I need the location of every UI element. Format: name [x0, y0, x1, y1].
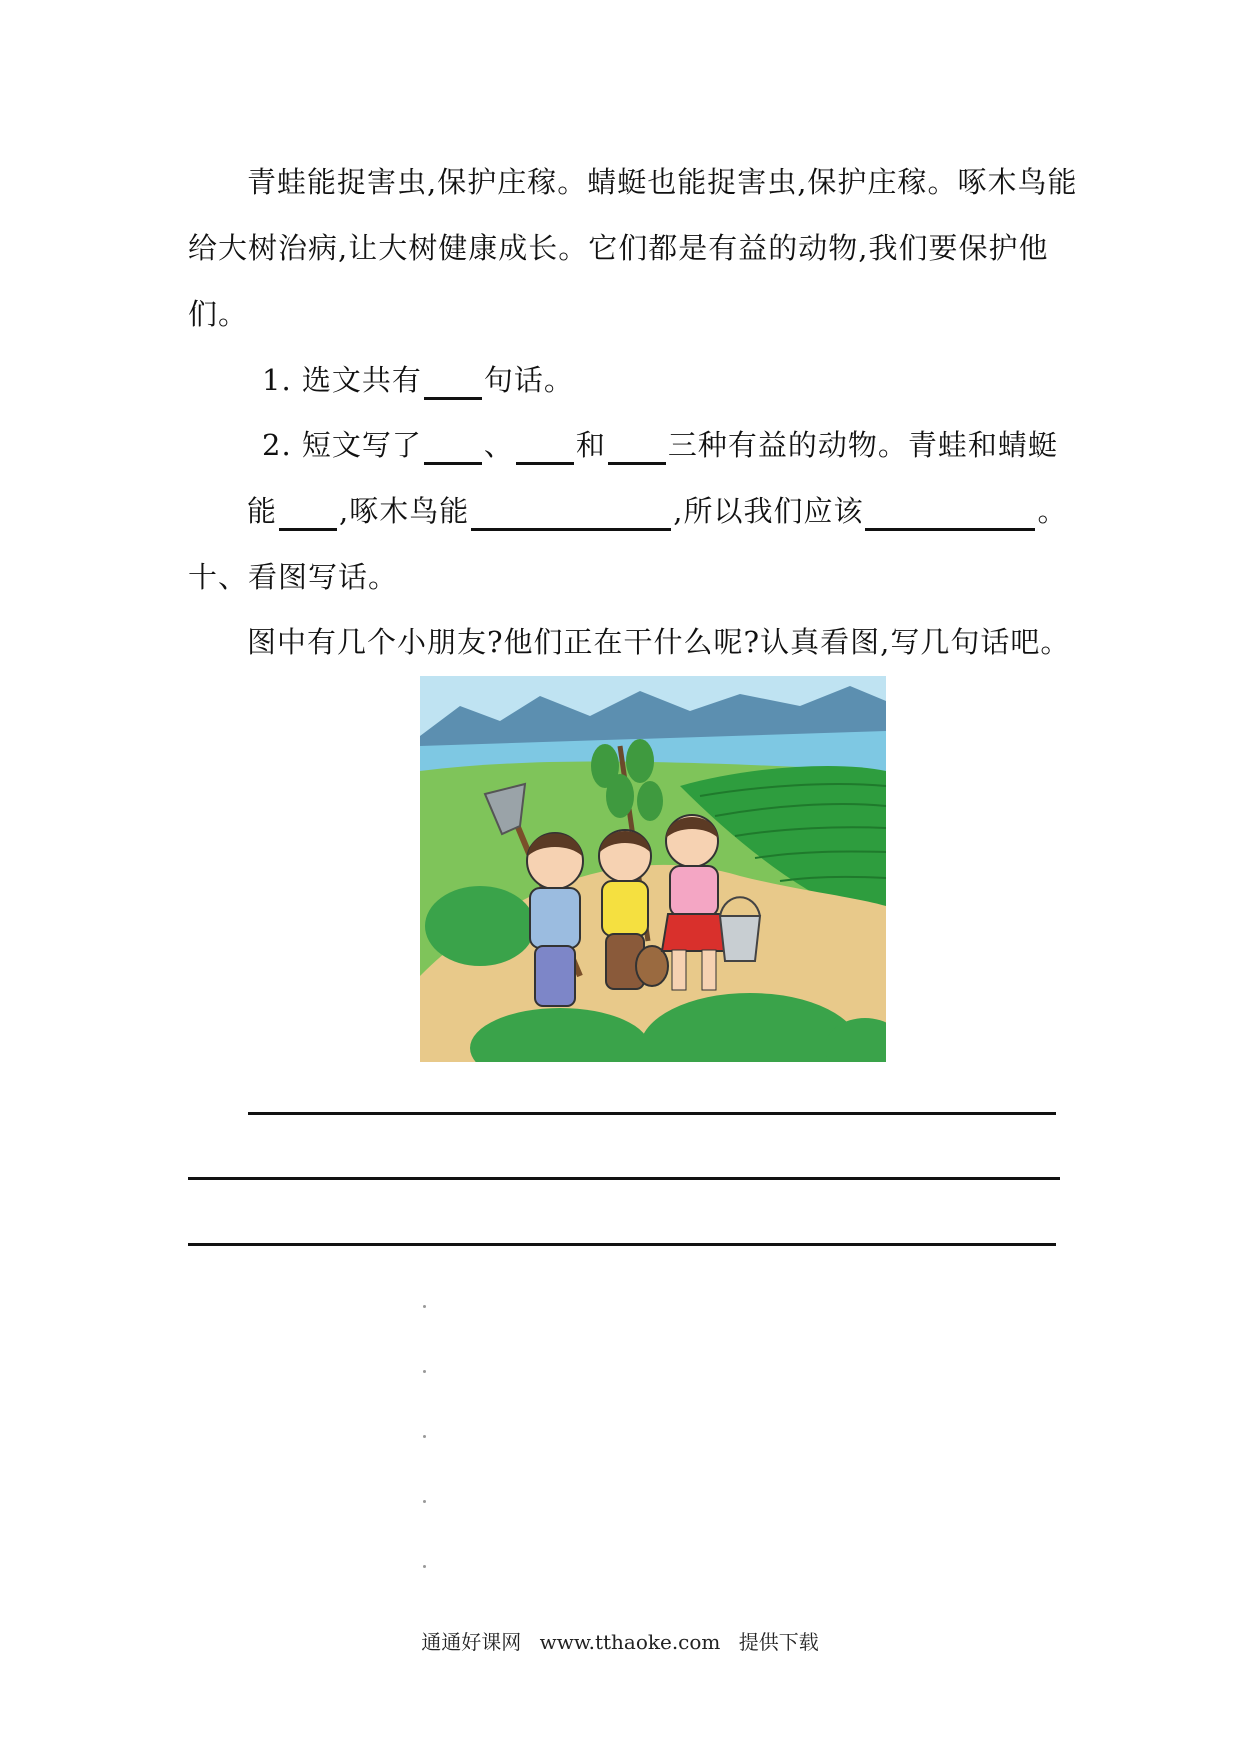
footer-note: 提供下载: [738, 1630, 819, 1654]
faint-dot: [423, 1565, 426, 1568]
question-2-continued: [247, 491, 1067, 531]
question-1-text: 1. 选文共有: [262, 363, 422, 397]
answer-blank-woodpecker-ability[interactable]: [471, 498, 671, 531]
faint-dot: [423, 1370, 426, 1373]
separator-and: 和: [575, 428, 606, 462]
q2-line2-mid2: ,所以我们应该: [673, 494, 864, 528]
writing-line-2[interactable]: [188, 1177, 1060, 1180]
question-2-suffix: 三种有益的动物。青蛙和蜻蜓: [667, 428, 1058, 462]
answer-blank-frog-ability[interactable]: [279, 498, 337, 531]
writing-line-3[interactable]: [188, 1243, 1056, 1246]
q2-line2-mid1: ,啄木鸟能: [339, 494, 470, 528]
separator-comma: 、: [483, 428, 514, 462]
q2-line2-start: 能: [247, 494, 278, 528]
passage-line-2: 给大树治病,让大树健康成长。它们都是有益的动物,我们要保护他: [188, 231, 1049, 265]
question-1-suffix: 句话。: [483, 363, 574, 397]
answer-blank-animal-1[interactable]: [424, 432, 482, 465]
q2-line2-end: 。: [1037, 494, 1068, 528]
question-2-text: 2. 短文写了: [262, 428, 422, 462]
faint-dot: [423, 1500, 426, 1503]
faint-dot: [423, 1435, 426, 1438]
answer-blank-should[interactable]: [865, 498, 1035, 531]
footer-url[interactable]: www.tthaoke.com: [539, 1630, 721, 1654]
footer-site-name: 通通好课网: [421, 1630, 522, 1654]
question-2: [262, 425, 1058, 465]
section-10-prompt: 图中有几个小朋友?他们正在干什么呢?认真看图,写几句话吧。: [247, 625, 1071, 659]
writing-line-1[interactable]: [248, 1112, 1056, 1115]
answer-blank-animal-3[interactable]: [608, 432, 666, 465]
section-10-heading: 十、看图写话。: [188, 560, 399, 594]
answer-blank-animal-2[interactable]: [516, 432, 574, 465]
passage-line-1: 青蛙能捉害虫,保护庄稼。蜻蜓也能捉害虫,保护庄稼。啄木鸟能: [247, 165, 1078, 199]
passage-line-3: 们。: [188, 297, 249, 331]
question-1: [262, 360, 574, 400]
children-planting-illustration: [420, 676, 886, 1062]
page-footer: [0, 1626, 1240, 1655]
answer-blank-1[interactable]: [424, 367, 482, 400]
faint-dot: [423, 1305, 426, 1308]
